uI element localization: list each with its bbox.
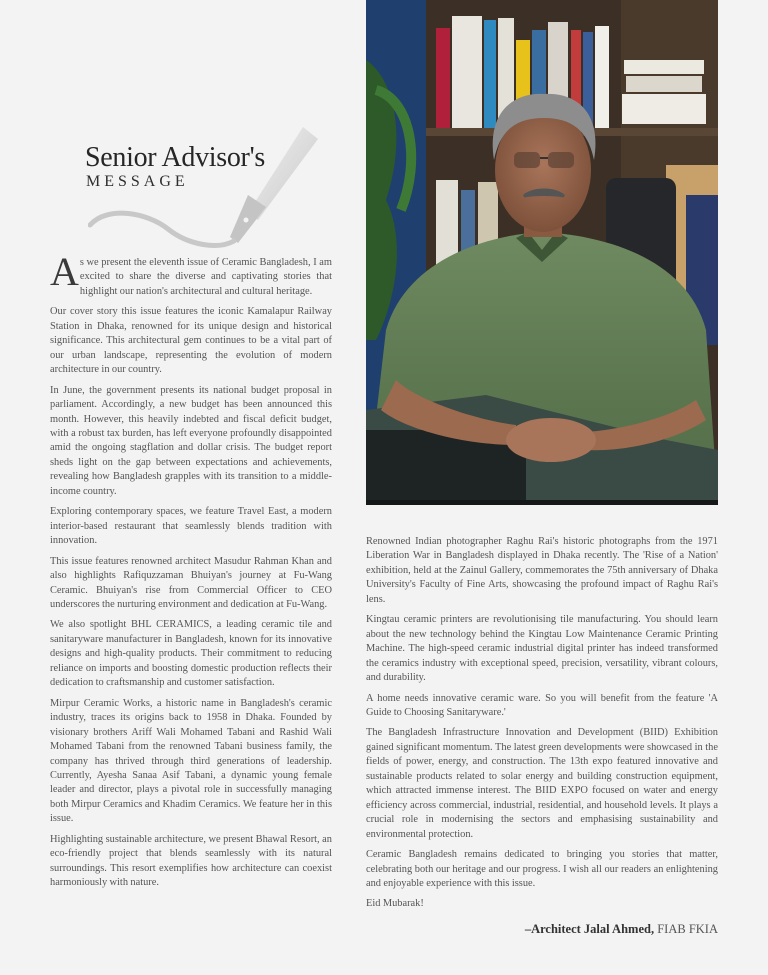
paragraph: In June, the government presents its national budget proposal in parliament. Accordingly, a new budget has been announced this month. However, this heavily indebted and fiscal deficit budget, with a robust tax burden, has left everyone profoundly disappointed amid the ongoing stagflation and dollar crisis. The budget report sheds light on the gap between expectations and achievements, revealing how Bangladesh grapples with its transition to a middle-income country. [50,384,332,497]
portrait-photo [366,0,718,505]
paragraph: The Bangladesh Infrastructure Innovation and Development (BIID) Exhibition gained significant momentum. The latest green developments were showcased in the fields of power, energy, and construction. The 13th expo featured innovative and sustainable products related to solar energy and building construction equipment, which attracted immense interest. The BIID EXPO focused on water and energy efficiency across commercial, industrial, residential, and household levels. It plays a crucial role in modernising the sectors and emphasising sustainability and environmental protection. [366,727,718,840]
section-heading [85,143,265,191]
signature-credentials: FIAB FKIA [657,922,718,936]
signature [525,922,718,937]
closing-greeting: Eid Mubarak! [366,898,424,910]
paragraph: A home needs innovative ceramic ware. So you will benefit from the feature 'A Guide to Choosing Sanitaryware.' [366,692,718,718]
paragraph: We also spotlight BHL CERAMICS, a leading ceramic tile and sanitaryware manufacturer in Bangladesh, known for its innovative designs and high-quality products. Their commitment to reducing reliance on imports and boosting domestic production reflects their dedication to craftsmanship and customer satisfaction. [50,619,332,689]
paragraph-text: s we present the eleventh issue of Ceramic Bangladesh, I am excited to share the diverse and captivating stories that highlight our nation's architectural and cultural heritage. [79,257,332,297]
paragraph: Kingtau ceramic printers are revolutionising tile manufacturing. You should learn about the new technology behind the Kingtau Low Maintenance Ceramic Printing Machine. The high-speed ceramic industrial digital printer has indeed transformed the ceramics industry with exceptional speed, precision, versatility, vibrant colours, and durability. [366,614,718,684]
paragraph: Our cover story this issue features the iconic Kamalapur Railway Station in Dhaka, renowned for its unique design and historical significance. This architectural gem continues to be a vital part of our urban landscape, representing the evolution of modern architecture in our country. [50,306,332,376]
paragraph: Highlighting sustainable architecture, we present Bhawal Resort, an eco-friendly project that blends seamlessly with its natural surroundings. This resort exemplifies how architecture can coexist harmoniously with nature. [50,833,332,889]
signature-name: –Architect Jalal Ahmed, [524,922,655,936]
paragraph: Exploring contemporary spaces, we feature Travel East, a modern interior-based restaurant that seamlessly blends tradition with innovation. [50,506,332,547]
article-right-column [366,535,718,918]
page-subtitle: MESSAGE [86,173,189,190]
paragraph: This issue features renowned architect Masudur Rahman Khan and also highlights Rafiquzzaman Bhuiyan's journey at Fu-Wang Ceramic. Bhuiyan's rise from Commercial Officer to CEO underscores the nurturing environment and dedication at Fu-Wang. [50,555,332,610]
paragraph-intro [50,249,332,299]
paragraph: Renowned Indian photographer Raghu Rai's historic photographs from the 1971 Liberation War in Bangladesh displayed in Dhaka recently. The 'Rise of a Nation' exhibition, held at the Zainul Gallery, commemorates the 75th anniversary of Dhaka University's Faculty of Fine Arts, showcasing the profound impact of Raghu Rai's lens. [366,536,718,605]
article-left-column [50,249,332,897]
paragraph: Mirpur Ceramic Works, a historic name in Bangladesh's ceramic industry, traces its origins back to 1958 in Dhaka. Founded by visionary brothers Ariff Wali Mohamed Tabani and Rashid Wali Mohamed Tabani from the renowned Tabani business family, the company has thrived through third generations of leadership. Currently, Ayesha Sanaa Asif Tabani, a dynamic young female leader and director, plays a pivotal role in successfully managing both Mirpur Ceramics and Khadim Ceramics. We feature her in this issue. [50,697,332,825]
drop-cap: A [50,249,79,294]
paragraph: Ceramic Bangladesh remains dedicated to bringing you stories that matter, celebrating both our heritage and our progress. I wish all our readers an enlightening and enjoyable experience with this issue. [366,849,718,889]
page-title: Senior Advisor's [85,142,265,173]
